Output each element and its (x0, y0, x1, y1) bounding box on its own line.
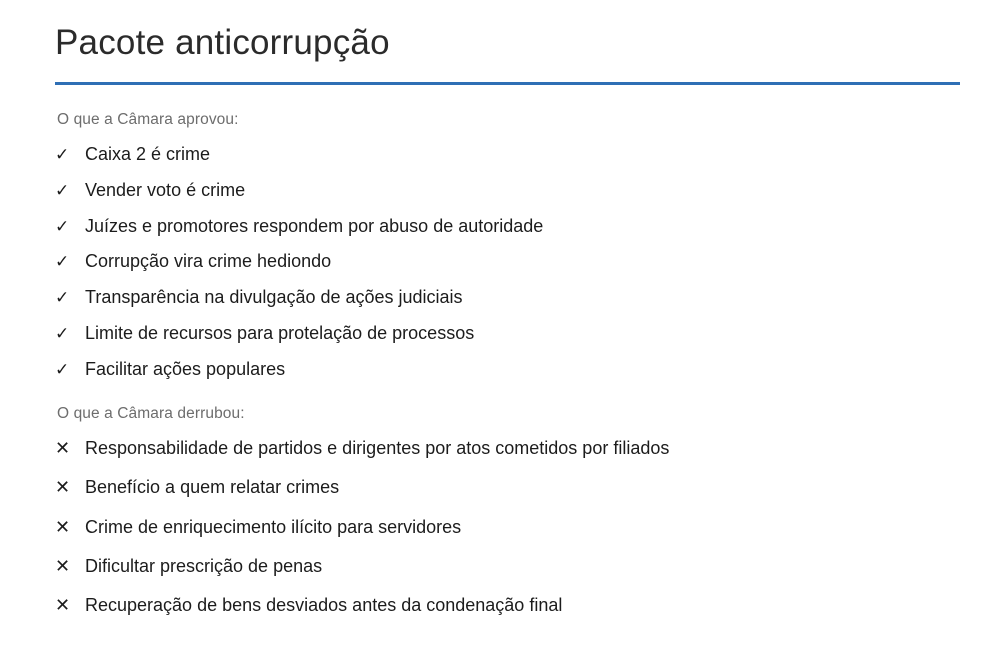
list-item (55, 436, 960, 460)
list-item-label: Facilitar ações populares (85, 358, 286, 379)
list-item-label: Crime de enriquecimento ilícito para servidores (85, 516, 462, 537)
title-divider (55, 82, 960, 85)
approved-list (55, 142, 960, 381)
list-item-label: Caixa 2 é crime (85, 144, 211, 164)
page-title: Pacote anticorrupção (55, 23, 390, 62)
check-icon: ✓ (55, 323, 70, 343)
list-item (55, 285, 960, 310)
cross-icon: ✕ (55, 477, 71, 498)
section-rejected-heading: O que a Câmara derrubou: (57, 405, 245, 423)
list-item (55, 178, 960, 203)
list-item-label: Limite de recursos para protelação de processos (85, 322, 475, 343)
list-item (55, 475, 960, 499)
check-icon: ✓ (55, 359, 70, 379)
list-item (55, 249, 960, 274)
list-item (55, 142, 960, 167)
list-item-label: Corrupção vira crime hediondo (85, 251, 332, 272)
check-icon: ✓ (55, 252, 70, 272)
list-item (55, 554, 960, 578)
list-item-label: Recuperação de bens desviados antes da condenação final (85, 594, 563, 615)
check-icon: ✓ (55, 145, 70, 164)
list-item (55, 593, 960, 617)
check-icon: ✓ (55, 288, 70, 308)
list-item-label: Benefício a quem relatar crimes (85, 477, 340, 498)
list-item (55, 515, 960, 539)
cross-icon: ✕ (55, 516, 71, 537)
section-approved-heading: O que a Câmara aprovou: (57, 111, 239, 128)
cross-icon: ✕ (55, 555, 71, 576)
rejected-list (55, 436, 960, 617)
check-icon: ✓ (55, 216, 70, 236)
list-item-label: Transparência na divulgação de ações judiciais (85, 287, 463, 308)
cross-icon: ✕ (55, 438, 71, 459)
list-item (55, 214, 960, 239)
list-item (55, 357, 960, 382)
section-rejected (55, 405, 960, 617)
list-item-label: Vender voto é crime (85, 179, 246, 200)
cross-icon: ✕ (55, 594, 71, 615)
list-item-label: Juízes e promotores respondem por abuso de autoridade (85, 215, 544, 236)
check-icon: ✓ (55, 180, 70, 200)
list-item-label: Dificultar prescrição de penas (85, 555, 323, 576)
list-item-label: Responsabilidade de partidos e dirigentes por atos cometidos por filiados (85, 438, 670, 459)
list-item (55, 321, 960, 346)
section-approved (55, 111, 960, 381)
